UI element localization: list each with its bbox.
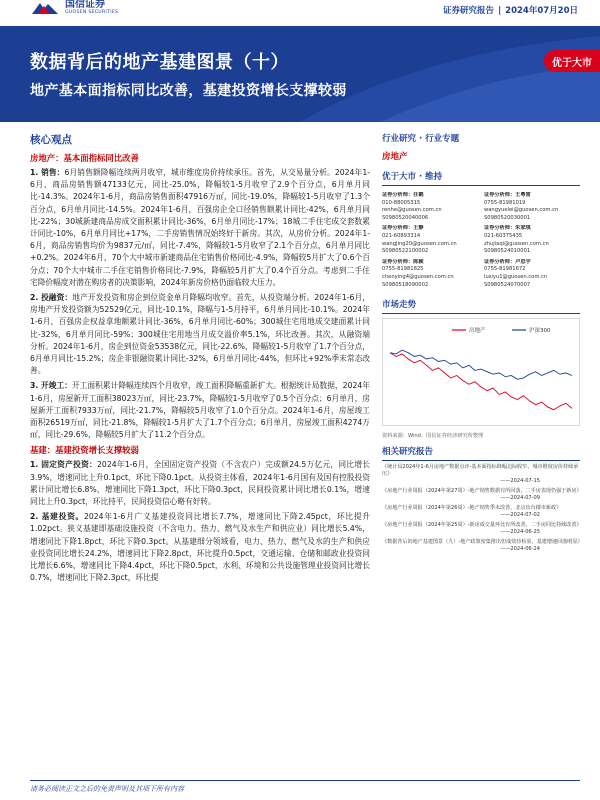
rating-badge: 优于大市 [544, 50, 600, 72]
paragraph-lead: 2. 基建投资。 [30, 512, 84, 522]
related-report-item[interactable] [382, 464, 580, 485]
meta-separator: | [498, 6, 502, 16]
related-report-date: ——2024-07-02 [500, 512, 540, 519]
top-bar [0, 0, 600, 22]
analyst-phone: 0755-81981019 [484, 199, 526, 206]
related-report-title: 《房地产行业周报（2024年第27周）-地产销售数据有所回落，二手房表现仍强于新房》 [382, 488, 582, 495]
analyst-card [484, 225, 580, 255]
paragraph-infra-investment [30, 511, 370, 584]
guosen-logo-icon [30, 0, 60, 16]
company-logo [30, 0, 118, 16]
paragraph-fixed-asset [30, 459, 370, 508]
analyst-name: 证券分析师：陈颖 [382, 258, 424, 265]
sector-label: 房地产 [382, 152, 408, 162]
analyst-card [382, 225, 478, 255]
market-trend-chart [382, 318, 580, 426]
report-title: 数据背后的地产基建图景（十） [30, 52, 289, 73]
paragraph-lead: 1. 销售： [30, 168, 65, 177]
market-trend-title: 市场走势 [382, 298, 580, 314]
analyst-phone: 010-88005315 [382, 199, 421, 206]
analyst-phone: 021-60893314 [382, 232, 421, 239]
analyst-card [382, 259, 478, 289]
paragraph-text: 开工面积累计降幅连续四个月收窄，竣工面积降幅重新扩大。根据统计局数据，2024年1-6月，房屋新开工面积38023万㎡，同比-23.7%，降幅较1-5月收窄了0.5个百分点；6月单月，房屋新开工面积7933万㎡，同比-21.7%，降幅较5月收窄了1.0个百分点。2024年1-6月，房屋竣工面积26519万㎡，同比-21.8%，降幅较1-5月扩大了1.7个百分点；6月单月，房屋竣工面积4274万㎡，同比-29.6%，降幅较5月扩大了11.2个百分点。 [30, 381, 370, 440]
analyst-card [484, 259, 580, 289]
section-real-estate [30, 152, 370, 441]
analyst-email[interactable]: zhujiaqi@guosen.com.cn [484, 240, 549, 247]
related-report-date: ——2024-06-24 [500, 546, 540, 553]
analyst-card [484, 192, 580, 222]
core-views-column [30, 132, 370, 588]
paragraph-lead: 1. 固定资产投资： [30, 460, 98, 470]
related-report-date: ——2024-07-15 [500, 478, 540, 485]
analyst-email[interactable]: lusiyu1@guosen.com.cn [484, 273, 548, 280]
related-report-title: 《统计局2024年1-6月房地产数据点评-基本面指标降幅边际收窄，城市维度房价持续承压》 [382, 464, 579, 478]
paragraph-construction [30, 380, 370, 441]
industry-label: 行业研究 · 行业专题 [382, 134, 460, 144]
paragraph-text: 2024年1-6月广义基建投资同比增长7.7%，增速同比下降2.45pct，环比提升1.02pct。狭义基建即基础设施投资（不含电力、热力、燃气及水生产和供应业）同比增长5.4%，增速同比下降1.8pct，环比下降0.3pct。从基建细分领域看，电力、热力、燃气及水的生产和供应业投资同比增长24.2%，增速同比下降2.8pct，环比提升0.5pct，交通运输、仓储和邮政业投资同比增长6.6%，增速同比下降4.4pct，环比下降0.5pct，水利、环境和公共设施管理业投资同比增长0.7%，增速同比下降2.3pct，环比提 [30, 512, 370, 583]
paragraph-text: 地产开发投资和房企到位资金单月降幅均收窄。首先，从投资端分析。2024年1-6月，房地产开发投资额为52529亿元，同比-10.1%，降幅与1-5月持平，6月单月同比-10.1%。2024年1-6月，百强房企权益拿地额累计同比-36%，6月单月同比-60%；300城住宅用地成交建面累计同比-32%，6月单月同比-59%；300城住宅用地当月成交溢价率5.1%，环比改善。其次，从融资端分析。2024年1-6月，房企到位资金53538亿元，同比-22.6%，降幅较1-5月收窄了1.7个百分点，6月单月同比-15.2%；房企非银融资累计同比-32%，6月单月同比-44%，但环比+92%季末常态改善。 [30, 293, 370, 376]
footer-disclaimer: 请务必阅读正文之后的免责声明及其项下所有内容 [30, 785, 184, 793]
analyst-phone: 021-60375435 [484, 232, 523, 239]
analyst-phone: 0755-81981825 [382, 266, 424, 273]
sidebar [382, 132, 583, 553]
section-infrastructure [30, 444, 370, 584]
analyst-grid [382, 192, 580, 292]
logo-chinese-name: 国信证券 [65, 0, 105, 10]
related-report-item[interactable] [382, 505, 580, 519]
analyst-license: S0980518090002 [382, 281, 429, 288]
paragraph-text: 2024年1-6月，全国固定资产投资（不含农户）完成额24.5万亿元，同比增长3.9%，增速同比上升0.1pct，环比下降0.1pct。从投资主体看，2024年1-6月国有及国有控股投资累计同比增长6.8%，增速同比下降1.3pct，环比下降0.3pct，民间投资累计同比增长0.1%，增速同比上升0.3pct，环比持平，民间投资信心略有好转。 [30, 460, 370, 507]
related-report-item[interactable] [382, 539, 583, 553]
rating-label: 优于大市 · 维持 [382, 170, 580, 186]
related-report-date: ——2024-07-09 [500, 495, 540, 502]
analyst-license: S0980520030001 [484, 214, 531, 221]
analyst-name: 证券分析师：任鹤 [382, 192, 424, 198]
legend-label-1: 沪深300 [529, 328, 551, 335]
analyst-name: 证券分析师：朱家琪 [484, 225, 531, 232]
related-reports-list [382, 464, 583, 553]
analyst-license: S0980522100002 [382, 248, 429, 255]
analyst-license: S0980524010001 [484, 248, 531, 255]
report-type: 证券研究报告 [443, 6, 495, 16]
analyst-phone: 0755-81981672 [484, 266, 526, 273]
related-report-title: 《房地产行业周报（2024年第25周）-新房成交量环比有所改善，二手房同比持续改善》 [382, 522, 582, 529]
section-title: 房地产：基本面指标同比改善 [30, 153, 139, 163]
analyst-email[interactable]: wangyuelei@guosen.com.cn [484, 207, 559, 214]
analyst-name: 证券分析师：卢思宇 [484, 258, 531, 265]
report-date: 2024年07月20日 [505, 6, 578, 16]
analyst-license: S0980524070007 [484, 281, 531, 288]
paragraph-financing [30, 292, 370, 377]
related-report-title: 《房地产行业周报（2024年第26周）-地产销售季末改善，北京出台楼市新政》 [382, 505, 562, 512]
banner-swoosh-decoration [0, 26, 600, 122]
legend-label-0: 房地产 [469, 328, 486, 335]
logo-english-name: GUOSEN SECURITIES [65, 10, 119, 15]
analyst-card [382, 192, 478, 222]
paragraph-lead: 2. 投融资： [30, 293, 73, 303]
section-title: 基建：基建投资增长支撑较弱 [30, 445, 139, 456]
chart-source-note: 资料来源：Wind、国信证券经济研究所整理 [382, 433, 484, 440]
analyst-license: S0980520040006 [382, 214, 429, 221]
paragraph-sales [30, 167, 370, 289]
related-reports-title: 相关研究报告 [382, 445, 580, 461]
analyst-email[interactable]: wangjing20@guosen.com.cn [382, 240, 457, 247]
related-report-item[interactable] [382, 522, 580, 536]
report-subtitle: 地产基本面指标同比改善，基建投资增长支撑较弱 [30, 83, 347, 99]
analyst-email[interactable]: renhe@guosen.com.cn [382, 207, 442, 214]
related-report-date: ——2024-06-25 [500, 529, 540, 536]
analyst-name: 证券分析师：王粤雷 [484, 192, 531, 198]
paragraph-lead: 3. 开竣工： [30, 381, 72, 391]
analyst-name: 证券分析师：王静 [382, 225, 424, 232]
report-meta [443, 4, 578, 16]
footer-divider [30, 780, 580, 781]
paragraph-text: 6月销售额降幅连续两月收窄，城市维度房价持续承压。首先，从交易量分析。2024年1-6月，商品房销售额47133亿元，同比-25.0%，降幅较1-5月收窄了2.9个百分点，6月单月同比-14.3%。2024年1-6月，商品房销售面积47916万㎡，同比-19.0%，降幅较1-5月收窄了1.3个百分点，6月单月同比-14.5%。2024年1-6月，百强房企全口径销售额累计同比-42%，6月单月同比-22%；30城新建商品房成交面积累计同比-36%，6月单月同比-17%；18城二手住宅成交套数累计同比-10%，6月单月同比+17%，二手房销售情况始终好于新房。其次，从房价分析。2024年1-6月，商品房销售均价为9837元/㎡，同比-7.4%，降幅较1-5月收窄了2.1个百分点，6月单月同比+0.2%。2024年6月，70个大中城市新建商品住宅销售价格同比-4.9%，降幅较5月扩大了0.6个百分点；70个大中城市二手住宅销售价格同比-7.9%，降幅较5月扩大了0.4个百分点。考虑到二手住宅降价幅度对潜在购房者的决策影响，2024年新房价格仍面临较大压力。 [30, 168, 370, 287]
title-banner [0, 26, 600, 122]
related-report-title: 《数据背后的地产基建图景（九）-地产政策密集推出但成效待检验，基建增速回落明显》 [382, 539, 583, 546]
core-views-heading: 核心观点 [30, 134, 72, 146]
analyst-email[interactable]: chenying4@guosen.com.cn [382, 273, 454, 280]
related-report-item[interactable] [382, 488, 580, 502]
